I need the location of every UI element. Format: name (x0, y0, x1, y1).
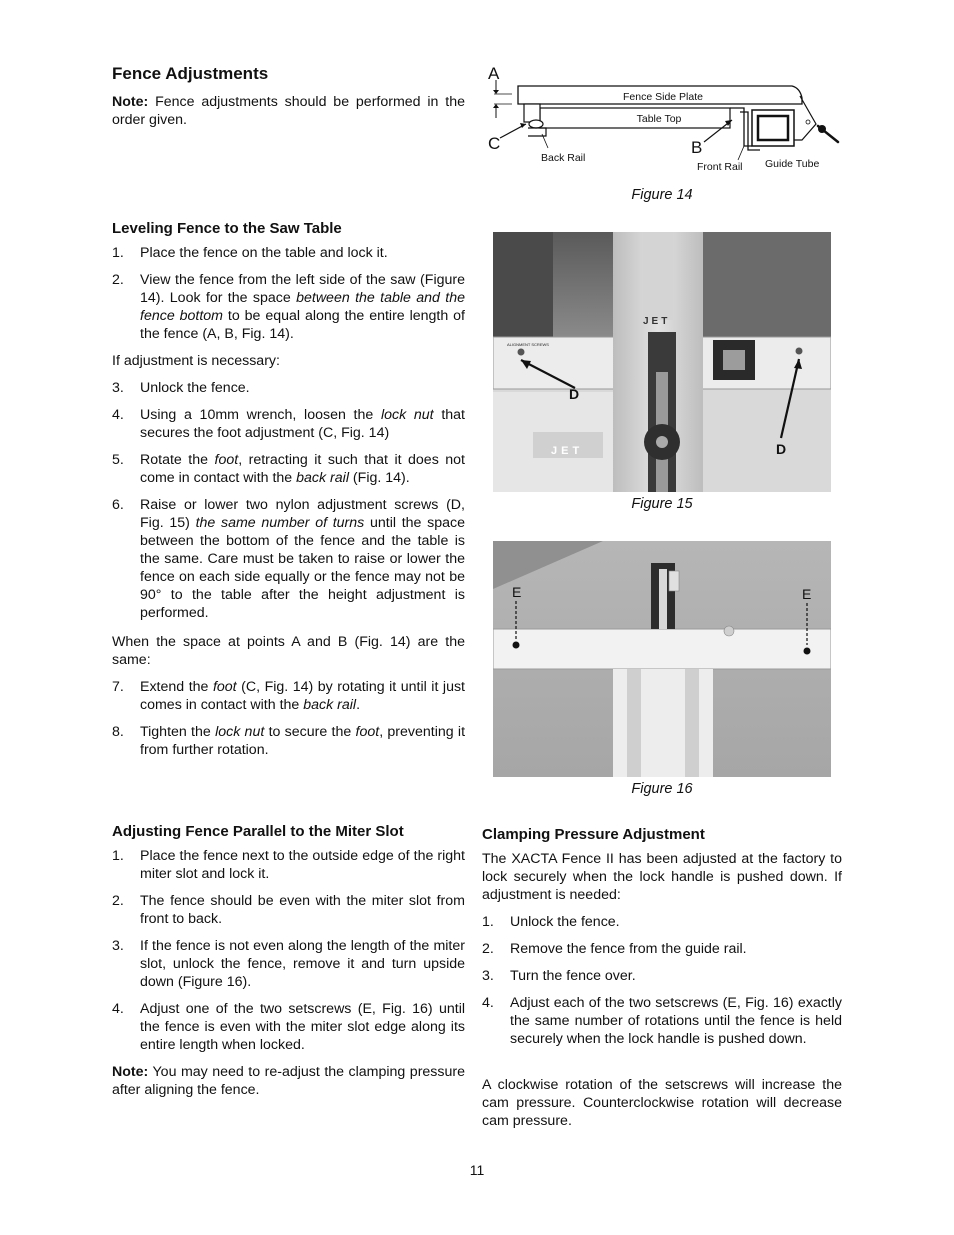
list-item: 1. Place the fence next to the outside edge of the right miter slot and lock it. (112, 848, 465, 882)
fig14-table-top: Table Top (636, 113, 682, 125)
figure-16-caption: Figure 16 (631, 781, 693, 797)
fig16-label-e2: E (802, 586, 812, 602)
figure-15-photo (493, 232, 831, 492)
clamping-closing: A clockwise rotation of the setscrews will increase the cam pressure. Counterclockwise rotation will decrease cam pressure. (482, 1077, 842, 1129)
list-item: 5. Rotate the foot, retracting it such that it does not come in contact with the back rail (Fig. 14). (112, 452, 465, 486)
fig16-label-e1: E (512, 584, 522, 600)
table-top-shape (540, 108, 730, 128)
figure-14-diagram (482, 60, 842, 180)
fig14-back-rail: Back Rail (541, 152, 586, 164)
clamping-intro: The XACTA Fence II has been adjusted at the factory to lock securely when the lock handle is pushed down. If adjustment is needed: (482, 851, 842, 903)
list-item: 6. Raise or lower two nylon adjustment screws (D, Fig. 15) the same number of turns until the space between the bottom of the fence and the table is the same. Care must be taken to raise or lower the fence on each side equally or the fence may not be 90° to the table after the height adjustment is performed. (112, 497, 465, 621)
if-needed-text: If adjustment is necessary: (112, 353, 280, 369)
leveling-steps-b (112, 379, 465, 631)
fig14-front-rail: Front Rail (697, 161, 743, 173)
list-item: 4. Adjust each of the two setscrews (E, Fig. 16) exactly the same number of rotations until the fence is held securely when the lock handle is pushed down. (482, 995, 842, 1047)
fig14-label-a: A (488, 64, 500, 83)
parallel-heading: Adjusting Fence Parallel to the Miter Slot (112, 823, 404, 840)
list-item: 1. Place the fence on the table and lock it. (112, 245, 388, 261)
clamping-steps (482, 913, 842, 1057)
figure-15-caption: Figure 15 (631, 496, 693, 512)
parallel-steps (112, 847, 465, 1063)
leveling-steps-a (112, 244, 465, 352)
note-text: Fence adjustments should be performed in the order given. (112, 94, 465, 128)
list-item: 3. Turn the fence over. (482, 968, 636, 984)
section-title: Fence Adjustments (112, 64, 269, 83)
list-item: 1. Unlock the fence. (482, 914, 620, 930)
fig14-label-b: B (691, 138, 703, 157)
figure-16-photo (493, 541, 831, 777)
list-item: 4. Adjust one of the two setscrews (E, Fig. 16) until the fence is even with the miter slot edge along its entire length when locked. (112, 1001, 465, 1053)
parallel-note: Note: You may need to re-adjust the clamping pressure after aligning the fence. (112, 1064, 465, 1098)
list-item: 3. Unlock the fence. (112, 380, 250, 396)
clamping-heading: Clamping Pressure Adjustment (482, 826, 705, 843)
fig15-brand-top: JET (643, 316, 671, 327)
leveling-heading: Leveling Fence to the Saw Table (112, 220, 342, 237)
fig15-label-d2: D (776, 441, 787, 457)
list-item: 8. Tighten the lock nut to secure the foot, preventing it from further rotation. (112, 724, 466, 758)
list-item: 2. View the fence from the left side of the saw (Figure 14). Look for the space between the table and the fence bottom to be equal along the entire length of the fence (A, B, Fig. 14). (112, 272, 465, 342)
fig14-fence-side-plate: Fence Side Plate (623, 91, 703, 103)
fig14-guide-tube: Guide Tube (765, 158, 820, 170)
fig15-brand-bottom: JET (551, 445, 584, 457)
note-label: Note: (112, 94, 149, 110)
list-item: 7. Extend the foot (C, Fig. 14) by rotating it until it just comes in contact with the back rail. (112, 679, 465, 713)
list-item: 2. Remove the fence from the guide rail. (482, 941, 747, 957)
leveling-steps-c (112, 678, 465, 768)
page-number: 11 (469, 1162, 485, 1178)
back-rail-shape (528, 128, 546, 136)
figure-14-caption: Figure 14 (631, 187, 693, 203)
foot-shape (529, 120, 543, 128)
list-item: 3. If the fence is not even along the length of the miter slot, unlock the fence, remove it and turn upside down (Figure 16). (112, 938, 465, 990)
list-item: 4. Using a 10mm wrench, loosen the lock nut that secures the foot adjustment (C, Fig. 14) (112, 407, 465, 441)
fig15-plate-text: ALIGNMENT SCREWS (507, 342, 549, 347)
fig14-label-c: C (488, 134, 501, 153)
fig15-label-d1: D (569, 386, 580, 402)
intro-note (112, 93, 465, 129)
when-same-text: When the space at points A and B (Fig. 14) are the same: (112, 634, 465, 668)
list-item: 2. The fence should be even with the miter slot from front to back. (112, 893, 465, 927)
